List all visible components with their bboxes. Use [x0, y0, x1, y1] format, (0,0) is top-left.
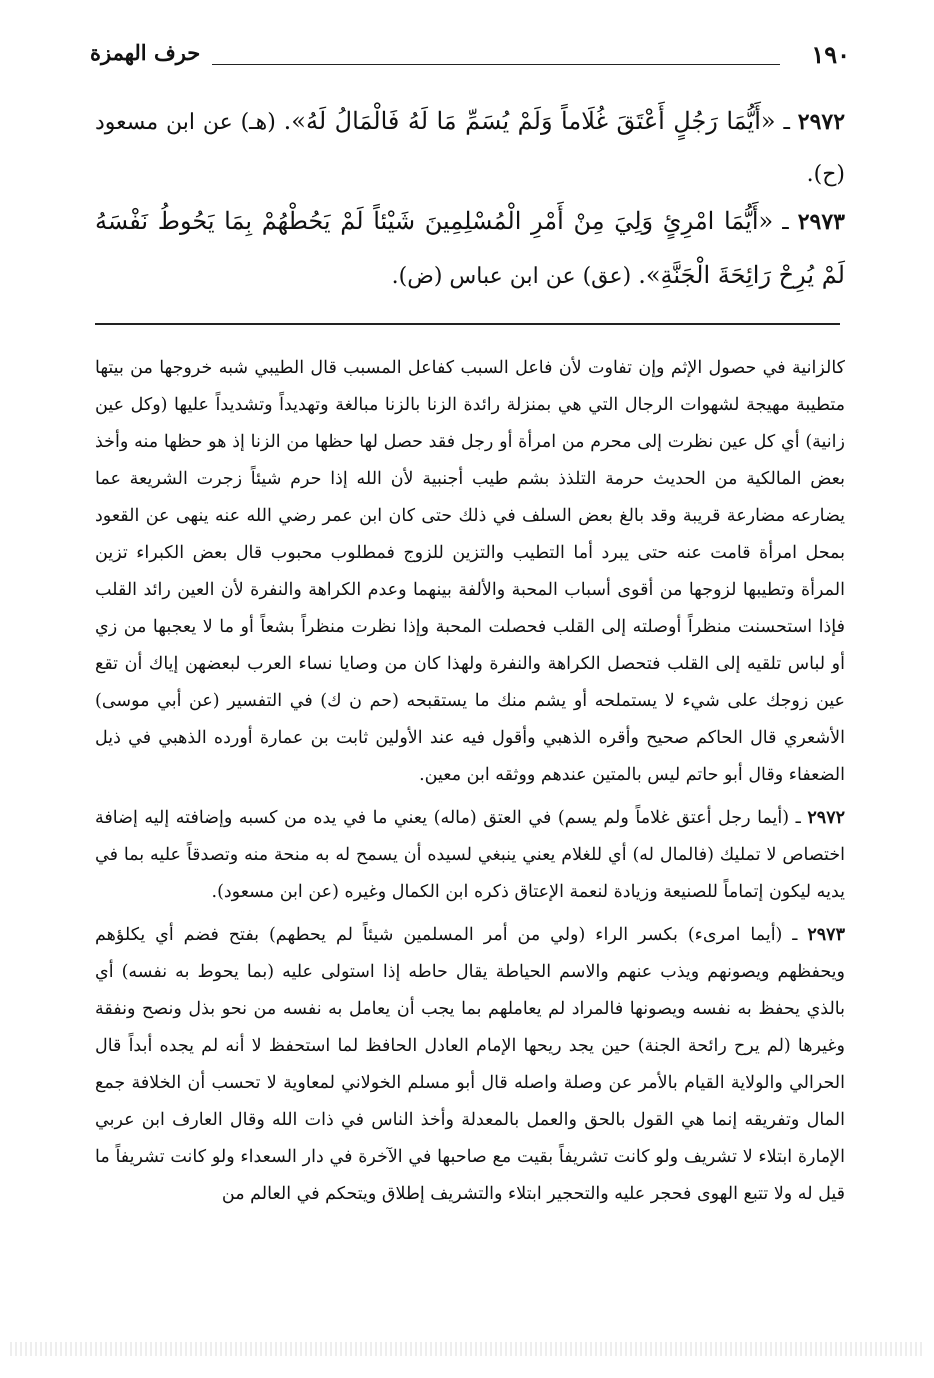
header-rule	[212, 64, 780, 65]
commentary-number: ٢٩٧٢	[807, 808, 845, 828]
hadith-2972: ٢٩٧٢ ـ «أَيُّمَا رَجُلٍ أَعْتَقَ غُلَاماً وَلَمْ يُسَمِّ مَا لَهُ فَالْمَالُ لَهُ». (هـ) عن ابن مسعود (ح).	[95, 107, 846, 187]
hadith-text: «أَيُّمَا رَجُلٍ أَعْتَقَ غُلَاماً وَلَمْ يُسَمِّ مَا لَهُ فَالْمَالُ لَهُ».	[283, 107, 776, 135]
hadith-number: ٢٩٧٢	[797, 109, 846, 135]
page-number: ١٩٠	[811, 40, 850, 69]
commentary-section	[95, 350, 845, 1219]
commentary-text: (أيما رجل أعتق غلاماً ولم يسم) في العتق (ماله) يعني ما في يده من كسبه وإضافته إليه إضافة اختصاص لا تمليك (فالمال له) أي للغلام يعني ينبغي لسيده أن يسمح له به منحة منه وتصدقاً عليه بما في يديه ليكون إتماماً للصنيعة وزيادة لنعمة الإعتاق ذكره ابن الكمال وغيره (عن ابن مسعود).	[95, 808, 845, 902]
footnote-separator	[95, 323, 840, 325]
hadith-source: (هـ) عن ابن مسعود (ح).	[95, 110, 845, 187]
chapter-title: حرف الهمزة	[90, 40, 201, 65]
hadith-number: ٢٩٧٣	[797, 209, 845, 235]
scan-noise	[10, 1342, 924, 1356]
hadith-2973: ٢٩٧٣ ـ «أَيُّمَا امْرِئٍ وَلِيَ مِنْ أَمْرِ الْمُسْلِمِينَ شَيْئاً لَمْ يَحُطْهُمْ بِمَا يَحُوطُ نَفْسَهُ لَمْ يُرِحْ رَائِحَةَ الْجَنَّةِ». (عق) عن ابن عباس (ض).	[95, 207, 845, 289]
commentary-paragraph-2972: ٢٩٧٢ ـ (أيما رجل أعتق غلاماً ولم يسم) في العتق (ماله) يعني ما في يده من كسبه وإضافته إليه إضافة اختصاص لا تمليك (فالمال له) أي للغلام يعني ينبغي لسيده أن يسمح له به منحة منه وتصدقاً عليه بما في يديه ليكون إتماماً للصنيعة وزيادة لنعمة الإعتاق ذكره ابن الكمال وغيره (عن ابن مسعود).	[95, 808, 845, 902]
commentary-paragraph	[95, 350, 845, 794]
commentary-text: كالزانية في حصول الإثم وإن تفاوت لأن فاعل السبب كفاعل المسبب قال الطيبي شبه خروجها من بيتها متطيبة مهيجة لشهوات الرجال التي هي بمنزلة رائدة الزنا بالزنا مبالغة وتهديداً وتشديداً عليها (وكل عين زانية) أي كل عين نظرت إلى محرم من امرأة أو رجل فقد حصل لها حظها من الزنا إذ هو حظها منه وأخذ بعض المالكية من الحديث حرمة التلذذ بشم طيب أجنبية لأن الله إذا حرم شيئاً زجرت الشريعة عما يضارعه مضارعة قريبة وقد بالغ بعض السلف في ذلك حتى كان ابن عمر رضي الله عنه ينهى عن القعود بمحل امرأة قامت عنه حتى يبرد أما التطيب والتزين للزوج فمطلوب محبوب قال بعض الكبراء تزين المرأة وتطيبها لزوجها من أقوى أسباب المحبة والألفة بينهما وعدم الكراهة والنفرة لأن العين رائد القلب فإذا استحسنت منظراً أوصلته إلى القلب فحصلت المحبة وإذا نظرت منظراً بشعاً أو ما لا يعجبها من زي أو لباس تلقيه إلى القلب فتحصل الكراهة والنفرة ولهذا كان من وصايا نساء العرب لبعضهن إياك أن تقع عين زوجك على شيء لا يستملحه أو يشم منك ما يستقبحه (حم ن ك) في التفسير (عن أبي موسى) الأشعري قال الحاكم صحيح وأقره الذهبي وأقول فيه عند الأولين ثابت بن عمارة أورده الذهبي في ذيل الضعفاء وقال أبو حاتم ليس بالمتين عندهم ووثقه ابن معين.	[95, 358, 845, 785]
commentary-text: (أيما امرىء) بكسر الراء (ولي من أمر المسلمين شيئاً لم يحطهم) بفتح فضم أي يكلؤهم ويحفظهم ويصونهم ويذب عنهم والاسم الحياطة يقال حاطه إذا استولى عليه (بما يحوط به نفسه) أي بالذي يحفظ به نفسه ويصونها فالمراد لم يعاملهم بما يجب أن يعامل به نفسه من نحو بذل ونصح ونفقة وغيرها (لم يرح رائحة الجنة) حين يجد ريحها الإمام العادل الحافظ لما استحفظ لا أنه لم يجده أبداً قال الحرالي والولاية القيام بالأمر عن وصلة واصله قال أبو مسلم الخولاني لمعاوية لا تحسب أن الخلافة جمع المال وتفريقه إنما هي القول بالحق والعمل بالمعدلة وأخذ الناس في ذات الله وقال العارف ابن عربي الإمارة ابتلاء لا تشريف ولو كانت تشريفاً بقيت مع صاحبها في الآخرة في دار السعداء ولو كانت تشريفاً ما قيل له ولا تتبع الهوى فحجر عليه والتحجير ابتلاء والتشريف إطلاق ويتحكم في العالم من	[95, 925, 845, 1204]
hadith-source: (عق) عن ابن عباس (ض).	[391, 264, 632, 289]
page-header	[90, 40, 850, 80]
commentary-number: ٢٩٧٣	[807, 925, 845, 945]
hadith-text: «أَيُّمَا امْرِئٍ وَلِيَ مِنْ أَمْرِ الْمُسْلِمِينَ شَيْئاً لَمْ يَحُطْهُمْ بِمَا يَحُوطُ نَفْسَهُ لَمْ يُرِحْ رَائِحَةَ الْجَنَّةِ».	[95, 207, 845, 289]
commentary-paragraph-2973: ٢٩٧٣ ـ (أيما امرىء) بكسر الراء (ولي من أمر المسلمين شيئاً لم يحطهم) بفتح فضم أي يكلؤهم ويحفظهم ويصونهم ويذب عنهم والاسم الحياطة يقال حاطه إذا استولى عليه (بما يحوط به نفسه) أي بالذي يحفظ به نفسه ويصونها فالمراد لم يعاملهم بما يجب أن يعامل به نفسه من نحو بذل ونصح ونفقة وغيرها (لم يرح رائحة الجنة) حين يجد ريحها الإمام العادل الحافظ لما استحفظ لا أنه لم يجده أبداً قال الحرالي والولاية القيام بالأمر عن وصلة واصله قال أبو مسلم الخولاني لمعاوية لا تحسب أن الخلافة جمع المال وتفريقه إنما هي القول بالحق والعمل بالمعدلة وأخذ الناس في ذات الله وقال العارف ابن عربي الإمارة ابتلاء لا تشريف ولو كانت تشريفاً بقيت مع صاحبها في الآخرة في دار السعداء ولو كانت تشريفاً ما قيل له ولا تتبع الهوى فحجر عليه والتحجير ابتلاء والتشريف إطلاق ويتحكم في العالم من	[95, 925, 845, 1204]
